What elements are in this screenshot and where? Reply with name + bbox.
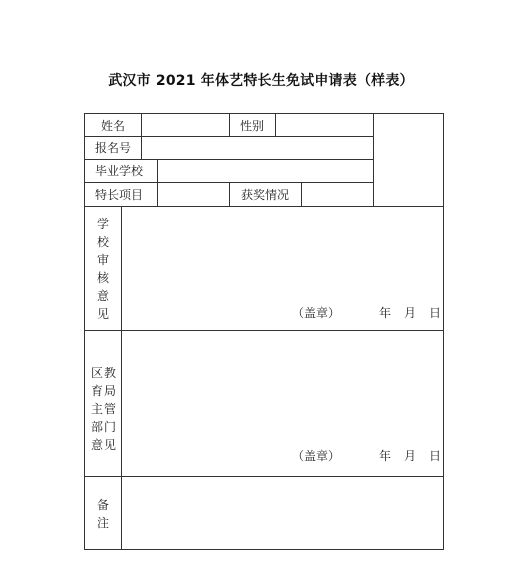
district-year-text: 年	[379, 449, 392, 463]
district-review-field[interactable]	[122, 331, 443, 475]
label-char: 门	[104, 420, 117, 434]
label-char: 管	[104, 402, 117, 416]
awards-label: 获奖情况	[240, 187, 289, 202]
label-char: 见	[104, 438, 117, 452]
district-seal-text: （盖章）	[292, 449, 341, 463]
specialty-label: 特长项目	[95, 187, 144, 202]
document-title: 武汉市 2021 年体艺特长生免试申请表（样表）	[108, 73, 414, 89]
school-field[interactable]	[158, 160, 372, 181]
school-year-text: 年	[379, 306, 392, 320]
label-char: 部	[91, 420, 104, 434]
school-review-label	[85, 214, 121, 324]
label-char: 主	[91, 402, 104, 416]
gender-label: 性别	[239, 118, 264, 133]
district-review-label-col1	[91, 364, 103, 454]
application-form	[84, 113, 444, 550]
label-char: 注	[96, 516, 109, 530]
school-month-text: 月	[404, 306, 417, 320]
school-review-field[interactable]	[122, 207, 443, 329]
name-field[interactable]	[142, 115, 228, 135]
label-char: 校	[96, 235, 109, 249]
district-month-text: 月	[404, 449, 417, 463]
awards-field[interactable]	[302, 183, 372, 205]
gender-field[interactable]	[276, 115, 372, 135]
label-char: 见	[96, 307, 109, 321]
label-char: 审	[96, 253, 109, 267]
photo-area	[374, 114, 443, 206]
reg-no-label: 报名号	[95, 141, 132, 155]
label-char: 育	[91, 384, 104, 398]
remarks-field[interactable]	[122, 477, 443, 549]
name-label: 姓名	[100, 118, 125, 133]
label-char: 核	[96, 271, 109, 285]
school-seal-text: （盖章）	[292, 306, 341, 320]
label-char: 局	[104, 384, 117, 398]
reg-no-field[interactable]	[142, 137, 372, 158]
specialty-field[interactable]	[158, 183, 228, 205]
remarks-label	[85, 494, 121, 534]
label-char: 教	[104, 366, 117, 380]
label-char: 意	[91, 438, 104, 452]
school-day-text: 日	[429, 306, 442, 320]
school-label: 毕业学校	[95, 164, 144, 178]
label-char: 学	[96, 217, 109, 231]
label-char: 备	[96, 498, 109, 512]
district-review-label-col2	[104, 364, 116, 454]
district-day-text: 日	[429, 449, 442, 463]
label-char: 意	[96, 289, 109, 303]
label-char: 区	[91, 366, 104, 380]
